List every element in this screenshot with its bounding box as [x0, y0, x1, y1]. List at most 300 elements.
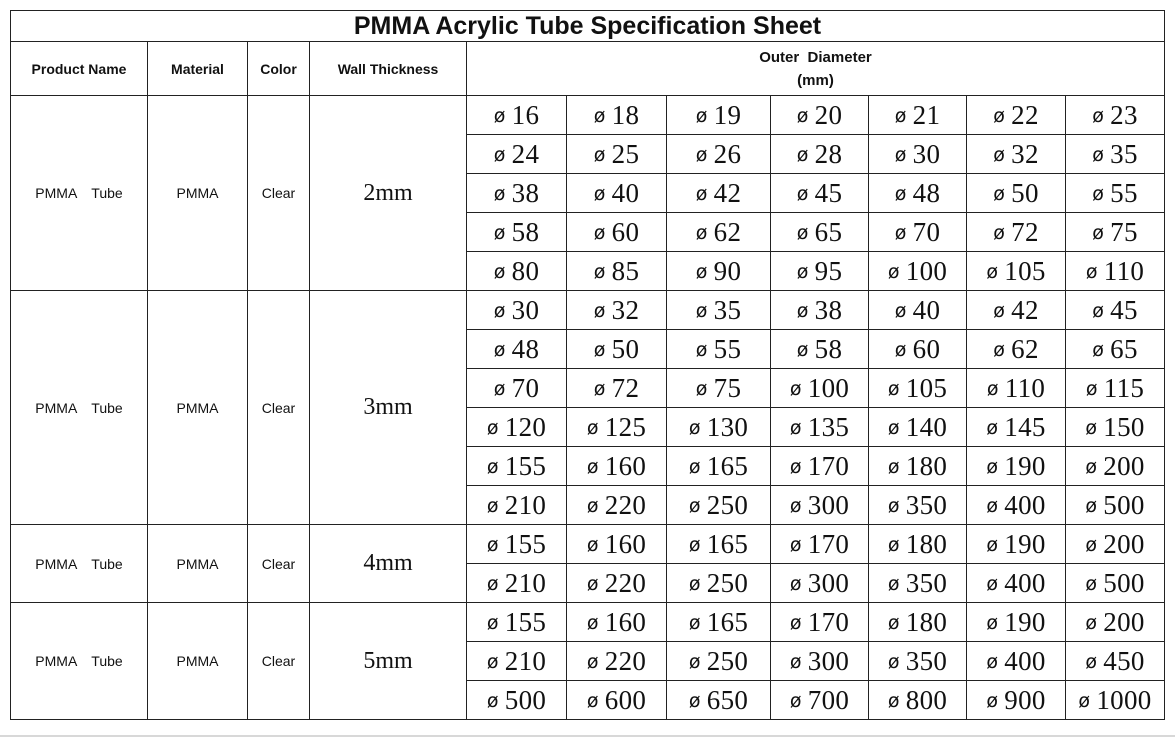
diameter-value: 30: [912, 138, 941, 169]
diameter-cell: [869, 174, 967, 213]
diameter-value: 900: [1004, 684, 1046, 715]
diameter-cell: [771, 135, 869, 174]
diameter-cell: [467, 369, 567, 408]
diameter-symbol: ø: [593, 182, 606, 205]
diameter-symbol: ø: [695, 182, 708, 205]
diameter-cell: [869, 681, 967, 720]
diameter-value: 220: [604, 645, 647, 676]
diameter-cell: [771, 174, 869, 213]
diameter-symbol: ø: [993, 143, 1006, 166]
wall-thickness-cell: 2mm: [310, 96, 467, 291]
diameter-symbol: ø: [887, 689, 900, 712]
diameter-cell: [967, 252, 1066, 291]
diameter-value: 180: [905, 528, 948, 559]
diameter-symbol: ø: [789, 416, 802, 439]
diameter-cell: [467, 564, 567, 603]
diameter-cell: [567, 447, 667, 486]
diameter-symbol: ø: [887, 572, 900, 595]
diameter-cell: [567, 96, 667, 135]
diameter-cell: [467, 135, 567, 174]
diameter-value: 75: [1110, 216, 1138, 247]
diameter-symbol: ø: [887, 533, 900, 556]
diameter-symbol: ø: [887, 650, 900, 673]
diameter-symbol: ø: [1085, 650, 1098, 673]
diameter-symbol: ø: [986, 377, 999, 400]
diameter-value: 55: [1110, 177, 1138, 208]
diameter-value: 35: [1110, 138, 1138, 169]
diameter-value: 350: [905, 645, 948, 676]
diameter-value: 105: [1004, 255, 1046, 286]
table-row: [11, 525, 1165, 564]
diameter-cell: [967, 642, 1066, 681]
diameter-value: 62: [713, 216, 742, 247]
diameter-value: 72: [611, 372, 640, 403]
diameter-value: 400: [1004, 645, 1046, 676]
diameter-cell: [667, 96, 771, 135]
diameter-value: 165: [706, 606, 749, 637]
diameter-symbol: ø: [993, 338, 1006, 361]
diameter-symbol: ø: [688, 533, 701, 556]
diameter-value: 170: [807, 528, 850, 559]
diameter-symbol: ø: [593, 338, 606, 361]
diameter-cell: [869, 525, 967, 564]
diameter-cell: [869, 603, 967, 642]
diameter-cell: [771, 681, 869, 720]
diameter-cell: [869, 486, 967, 525]
diameter-cell: [771, 642, 869, 681]
header-outer-diameter: [467, 42, 1165, 96]
diameter-symbol: ø: [986, 260, 999, 283]
header-outer-diameter-label: Outer Diameter: [759, 48, 872, 66]
diameter-value: 500: [1103, 489, 1145, 520]
diameter-symbol: ø: [1085, 611, 1098, 634]
diameter-value: 70: [511, 372, 540, 403]
diameter-value: 400: [1004, 489, 1046, 520]
diameter-symbol: ø: [695, 377, 708, 400]
diameter-symbol: ø: [688, 650, 701, 673]
diameter-value: 180: [905, 450, 948, 481]
diameter-value: 200: [1103, 450, 1145, 481]
diameter-value: 115: [1103, 372, 1145, 403]
diameter-value: 250: [706, 489, 749, 520]
diameter-cell: [771, 369, 869, 408]
diameter-value: 20: [814, 99, 843, 130]
diameter-cell: [869, 642, 967, 681]
product-name-cell: [11, 291, 148, 525]
diameter-symbol: ø: [796, 338, 809, 361]
diameter-symbol: ø: [1092, 143, 1105, 166]
diameter-cell: [771, 525, 869, 564]
diameter-cell: [967, 447, 1066, 486]
diameter-cell: [567, 564, 667, 603]
diameter-value: 190: [1004, 606, 1046, 637]
diameter-cell: [771, 96, 869, 135]
diameter-symbol: ø: [894, 338, 907, 361]
wall-thickness-cell: 3mm: [310, 291, 467, 525]
diameter-symbol: ø: [894, 221, 907, 244]
diameter-symbol: ø: [688, 572, 701, 595]
diameter-value: 58: [814, 333, 843, 364]
header-outer-diameter-unit: (mm): [797, 71, 834, 89]
diameter-symbol: ø: [493, 338, 506, 361]
diameter-symbol: ø: [887, 260, 900, 283]
diameter-symbol: ø: [789, 494, 802, 517]
diameter-value: 165: [706, 528, 749, 559]
diameter-symbol: ø: [695, 260, 708, 283]
diameter-value: 100: [905, 255, 948, 286]
table-row: [11, 603, 1165, 642]
diameter-cell: [467, 330, 567, 369]
diameter-value: 190: [1004, 528, 1046, 559]
diameter-cell: [869, 291, 967, 330]
diameter-symbol: ø: [789, 572, 802, 595]
diameter-value: 170: [807, 606, 850, 637]
diameter-cell: [1066, 603, 1165, 642]
diameter-cell: [667, 291, 771, 330]
diameter-symbol: ø: [1085, 455, 1098, 478]
product-name-part: PMMA: [35, 555, 78, 572]
diameter-value: 170: [807, 450, 850, 481]
diameter-cell: [1066, 135, 1165, 174]
diameter-cell: [567, 369, 667, 408]
diameter-value: 80: [511, 255, 540, 286]
diameter-cell: [467, 96, 567, 135]
sheet-title: PMMA Acrylic Tube Specification Sheet: [11, 11, 1165, 42]
diameter-symbol: ø: [1085, 416, 1098, 439]
diameter-cell: [567, 135, 667, 174]
diameter-cell: [967, 603, 1066, 642]
diameter-cell: [967, 96, 1066, 135]
bottom-divider: [0, 735, 1175, 737]
diameter-value: 220: [604, 489, 647, 520]
diameter-value: 130: [706, 411, 749, 442]
diameter-symbol: ø: [593, 260, 606, 283]
diameter-symbol: ø: [796, 221, 809, 244]
diameter-cell: [1066, 681, 1165, 720]
diameter-value: 65: [1110, 333, 1138, 364]
diameter-symbol: ø: [493, 143, 506, 166]
diameter-cell: [771, 603, 869, 642]
diameter-symbol: ø: [986, 611, 999, 634]
diameter-value: 110: [1103, 255, 1145, 286]
diameter-value: 210: [504, 645, 547, 676]
diameter-symbol: ø: [688, 689, 701, 712]
diameter-cell: [567, 486, 667, 525]
diameter-value: 150: [1103, 411, 1145, 442]
diameter-cell: [667, 330, 771, 369]
diameter-cell: [467, 525, 567, 564]
diameter-value: 50: [1011, 177, 1039, 208]
diameter-value: 70: [912, 216, 941, 247]
diameter-value: 38: [511, 177, 540, 208]
diameter-cell: [667, 135, 771, 174]
header-product-name: Product Name: [11, 42, 148, 96]
diameter-value: 23: [1110, 99, 1138, 130]
diameter-cell: [1066, 642, 1165, 681]
diameter-value: 18: [611, 99, 640, 130]
diameter-value: 45: [814, 177, 843, 208]
diameter-symbol: ø: [486, 611, 499, 634]
diameter-symbol: ø: [986, 650, 999, 673]
diameter-cell: [467, 603, 567, 642]
diameter-symbol: ø: [796, 182, 809, 205]
diameter-value: 60: [611, 216, 640, 247]
diameter-value: 32: [611, 294, 640, 325]
diameter-value: 700: [807, 684, 850, 715]
diameter-symbol: ø: [789, 455, 802, 478]
diameter-value: 19: [713, 99, 742, 130]
diameter-value: 100: [807, 372, 850, 403]
diameter-cell: [567, 291, 667, 330]
diameter-symbol: ø: [1085, 572, 1098, 595]
diameter-cell: [967, 525, 1066, 564]
diameter-value: 32: [1011, 138, 1039, 169]
diameter-symbol: ø: [688, 416, 701, 439]
diameter-cell: [771, 564, 869, 603]
diameter-value: 65: [814, 216, 843, 247]
diameter-symbol: ø: [486, 494, 499, 517]
diameter-value: 250: [706, 567, 749, 598]
diameter-cell: [771, 291, 869, 330]
diameter-value: 48: [511, 333, 540, 364]
diameter-cell: [567, 525, 667, 564]
diameter-symbol: ø: [695, 299, 708, 322]
diameter-symbol: ø: [493, 182, 506, 205]
diameter-cell: [467, 291, 567, 330]
diameter-value: 75: [713, 372, 742, 403]
diameter-cell: [1066, 213, 1165, 252]
color-cell: Clear: [248, 96, 310, 291]
diameter-value: 95: [814, 255, 843, 286]
diameter-cell: [967, 681, 1066, 720]
diameter-value: 500: [1103, 567, 1145, 598]
diameter-cell: [667, 174, 771, 213]
diameter-value: 155: [504, 528, 547, 559]
diameter-symbol: ø: [789, 650, 802, 673]
diameter-symbol: ø: [493, 104, 506, 127]
diameter-symbol: ø: [486, 689, 499, 712]
diameter-cell: [967, 564, 1066, 603]
diameter-symbol: ø: [586, 689, 599, 712]
diameter-symbol: ø: [486, 416, 499, 439]
product-name-cell: [11, 96, 148, 291]
diameter-symbol: ø: [486, 533, 499, 556]
diameter-value: 38: [814, 294, 843, 325]
diameter-cell: [967, 135, 1066, 174]
diameter-value: 40: [611, 177, 640, 208]
diameter-value: 200: [1103, 606, 1145, 637]
diameter-symbol: ø: [486, 455, 499, 478]
diameter-cell: [771, 486, 869, 525]
diameter-symbol: ø: [1092, 299, 1105, 322]
diameter-value: 155: [504, 606, 547, 637]
diameter-symbol: ø: [993, 104, 1006, 127]
diameter-symbol: ø: [493, 221, 506, 244]
diameter-cell: [967, 291, 1066, 330]
table-row: [11, 96, 1165, 135]
diameter-symbol: ø: [887, 377, 900, 400]
diameter-symbol: ø: [1092, 182, 1105, 205]
diameter-cell: [667, 603, 771, 642]
diameter-cell: [667, 447, 771, 486]
material-cell: PMMA: [148, 291, 248, 525]
diameter-cell: [869, 447, 967, 486]
diameter-value: 300: [807, 567, 850, 598]
diameter-cell: [467, 252, 567, 291]
product-name-part: Tube: [91, 399, 123, 416]
diameter-symbol: ø: [887, 416, 900, 439]
diameter-symbol: ø: [887, 611, 900, 634]
diameter-cell: [869, 252, 967, 291]
header-material: Material: [148, 42, 248, 96]
diameter-symbol: ø: [1085, 494, 1098, 517]
diameter-value: 210: [504, 567, 547, 598]
diameter-value: 30: [511, 294, 540, 325]
material-cell: PMMA: [148, 525, 248, 603]
diameter-value: 85: [611, 255, 640, 286]
diameter-symbol: ø: [1085, 377, 1098, 400]
diameter-symbol: ø: [688, 494, 701, 517]
diameter-symbol: ø: [993, 182, 1006, 205]
diameter-value: 50: [611, 333, 640, 364]
diameter-value: 160: [604, 606, 647, 637]
diameter-cell: [667, 369, 771, 408]
diameter-value: 190: [1004, 450, 1046, 481]
diameter-symbol: ø: [789, 377, 802, 400]
diameter-symbol: ø: [986, 689, 999, 712]
diameter-cell: [1066, 525, 1165, 564]
diameter-cell: [667, 642, 771, 681]
diameter-value: 220: [604, 567, 647, 598]
diameter-value: 250: [706, 645, 749, 676]
diameter-cell: [667, 408, 771, 447]
product-name-part: Tube: [91, 185, 123, 201]
diameter-value: 58: [511, 216, 540, 247]
diameter-cell: [567, 603, 667, 642]
color-cell: Clear: [248, 525, 310, 603]
diameter-cell: [1066, 408, 1165, 447]
diameter-value: 400: [1004, 567, 1046, 598]
diameter-value: 155: [504, 450, 547, 481]
diameter-value: 16: [511, 99, 540, 130]
diameter-symbol: ø: [986, 416, 999, 439]
diameter-cell: [667, 252, 771, 291]
product-name-part: PMMA: [35, 185, 78, 201]
diameter-symbol: ø: [586, 494, 599, 517]
diameter-symbol: ø: [789, 689, 802, 712]
diameter-cell: [967, 213, 1066, 252]
diameter-value: 25: [611, 138, 640, 169]
diameter-value: 21: [912, 99, 941, 130]
diameter-value: 24: [511, 138, 540, 169]
diameter-symbol: ø: [586, 650, 599, 673]
diameter-value: 300: [807, 489, 850, 520]
diameter-value: 60: [912, 333, 941, 364]
diameter-symbol: ø: [695, 221, 708, 244]
diameter-symbol: ø: [986, 572, 999, 595]
diameter-symbol: ø: [486, 572, 499, 595]
diameter-cell: [567, 252, 667, 291]
diameter-cell: [1066, 369, 1165, 408]
material-cell: PMMA: [148, 603, 248, 720]
diameter-symbol: ø: [993, 299, 1006, 322]
diameter-cell: [869, 564, 967, 603]
diameter-value: 42: [1011, 294, 1039, 325]
diameter-symbol: ø: [796, 143, 809, 166]
product-name-cell: [11, 603, 148, 720]
diameter-value: 350: [905, 567, 948, 598]
diameter-value: 135: [807, 411, 850, 442]
diameter-symbol: ø: [593, 221, 606, 244]
diameter-value: 200: [1103, 528, 1145, 559]
color-cell: Clear: [248, 603, 310, 720]
diameter-cell: [567, 681, 667, 720]
product-name-part: Tube: [91, 653, 123, 669]
diameter-symbol: ø: [586, 611, 599, 634]
diameter-symbol: ø: [586, 416, 599, 439]
diameter-cell: [467, 213, 567, 252]
diameter-symbol: ø: [887, 494, 900, 517]
diameter-symbol: ø: [586, 572, 599, 595]
diameter-cell: [467, 642, 567, 681]
diameter-value: 140: [905, 411, 948, 442]
diameter-symbol: ø: [593, 104, 606, 127]
diameter-value: 35: [713, 294, 742, 325]
diameter-cell: [771, 408, 869, 447]
diameter-cell: [567, 213, 667, 252]
diameter-value: 350: [905, 489, 948, 520]
diameter-value: 105: [905, 372, 948, 403]
diameter-cell: [1066, 447, 1165, 486]
diameter-value: 450: [1103, 645, 1145, 676]
diameter-symbol: ø: [894, 143, 907, 166]
diameter-cell: [467, 174, 567, 213]
diameter-symbol: ø: [986, 494, 999, 517]
diameter-cell: [869, 369, 967, 408]
diameter-cell: [967, 369, 1066, 408]
diameter-value: 650: [706, 684, 749, 715]
diameter-value: 90: [713, 255, 742, 286]
product-name-cell: [11, 525, 148, 603]
diameter-symbol: ø: [1085, 260, 1098, 283]
diameter-symbol: ø: [1078, 689, 1091, 712]
diameter-symbol: ø: [894, 182, 907, 205]
wall-thickness-cell: 5mm: [310, 603, 467, 720]
diameter-value: 45: [1110, 294, 1138, 325]
diameter-symbol: ø: [796, 104, 809, 127]
diameter-cell: [1066, 330, 1165, 369]
diameter-value: 28: [814, 138, 843, 169]
product-name-part: PMMA: [35, 653, 78, 669]
diameter-value: 22: [1011, 99, 1039, 130]
diameter-symbol: ø: [894, 299, 907, 322]
diameter-value: 110: [1004, 372, 1046, 403]
diameter-value: 55: [713, 333, 742, 364]
diameter-symbol: ø: [1085, 533, 1098, 556]
diameter-value: 72: [1011, 216, 1039, 247]
diameter-value: 62: [1011, 333, 1039, 364]
diameter-cell: [869, 330, 967, 369]
diameter-value: 48: [912, 177, 941, 208]
diameter-cell: [667, 213, 771, 252]
diameter-cell: [667, 486, 771, 525]
diameter-symbol: ø: [486, 650, 499, 673]
diameter-symbol: ø: [1092, 221, 1105, 244]
product-name-part: Tube: [91, 555, 123, 572]
diameter-cell: [967, 174, 1066, 213]
diameter-symbol: ø: [688, 455, 701, 478]
header-color: Color: [248, 42, 310, 96]
